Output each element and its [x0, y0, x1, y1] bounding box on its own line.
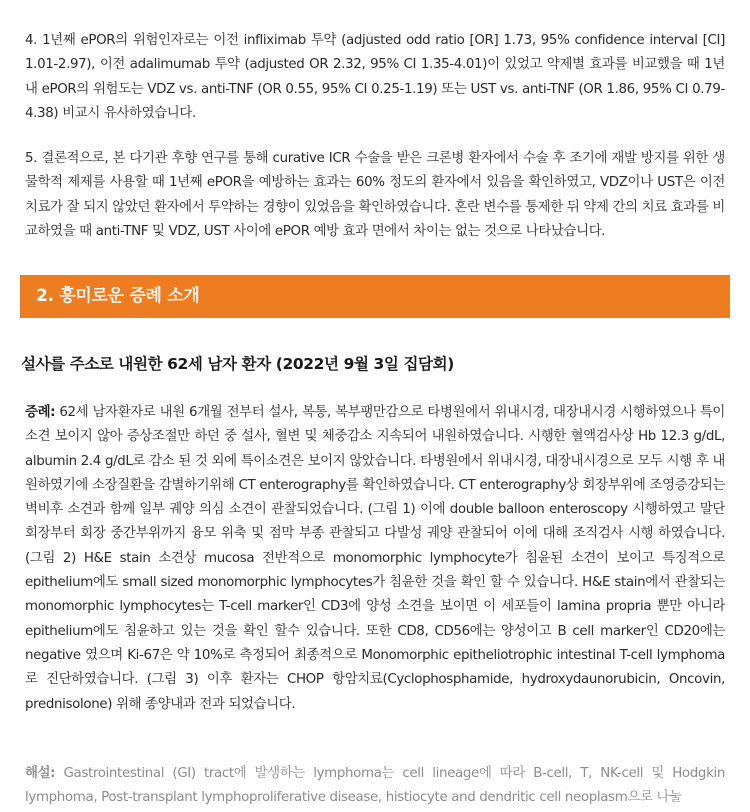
- summary-item-4: 4. 1년째 ePOR의 위험인자로는 이전 infliximab 투약 (adjusted odd ratio [OR] 1.73, 95% confidence interval [CI] 1.01-2.97), 이전 adalimumab 투약 (adjusted OR 2.32, 95% CI 1.35-4.01)이 있었고 약제별 효과를 비교했을 때 1년내 ePOR의 위험도는 VDZ vs. anti-TNF (OR 0.55, 95% CI 0.25-1.19) 또는 UST vs. anti-TNF (OR 1.86, 95% CI 0.79-4.38) 비교시 유사하였습니다.: [25, 33, 725, 121]
- case-body: 62세 남자환자로 내원 6개월 전부터 설사, 복통, 복부팽만감으로 타병원에서 위내시경, 대장내시경 시행하였으나 특이소견 보이지 않아 증상조절만 하던 중 설사, 혈변 및 체중감소 지속되어 내원하였습니다. 시행한 혈액검사상 Hb 12.3 g/dL, albumin 2.4 g/dL로 감소 된 것 외에 특이소견은 보이지 않았습니다. 타병원에서 위내시경, 대장내시경으로 모두 시행 후 내원하였기에 소장질환을 감별하기위해 CT enterography를 확인하였습니다. CT enterography상 회장부위에 조영증강되는 벽비후 소견과 함께 일부 궤양 의심 소견이 관찰되었습니다. (그림 1) 이에 double balloon enteroscopy 시행하였고 말단 회장부터 회장 중간부위까지 융모 위축 및 점막 부종 관찰되고 다발성 궤양 관찰되어 이에 대해 조직검사 시행 하였습니다. (그림 2) H&E stain 소견상 mucosa 전반적으로 monomorphic lymphocyte가 침윤된 소견이 보이고 특징적으로 epithelium에도 small sized monomorphic lymphocytes가 침윤한 것을 확인 할 수 있습니다. H&E stain에서 관찰되는 monomorphic lymphocytes는 T-cell marker인 CD3에 양성 소견을 보이면 이 세포들이 lamina propria 뿐만 아니라 epithelium에도 침윤하고 있는 것을 확인 할수 있습니다. 또한 CD8, CD56에는 양성이고 B cell marker인 CD20에는 negative 였으며 Ki-67은 약 10%로 측정되어 최종적으로 Monomorphic epitheliotrophic intestinal T-cell lymphoma로 진단하였습니다. (그림 3) 이후 환자는 CHOP 항암치료(Cyclophosphamide, hydroxydaunorubicin, Oncovin, prednisolone) 위해 종양내과 전과 되었습니다.: [25, 405, 725, 712]
- case-title: 설사를 주소로 내원한 62세 남자 환자 (2022년 9월 3일 집담회): [21, 355, 454, 373]
- discussion: [25, 762, 725, 811]
- section-heading-bar: [20, 275, 730, 318]
- case-description: [25, 401, 725, 717]
- discussion-body: Gastrointestinal (GI) tract에 발생하는 lymphoma는 cell lineage에 따라 B-cell, T, NK-cell 및 Hodgkin lymphoma, Post-transplant lymphoproliferative disease, histiocyte and dendritic cell neoplasm으로 나눌: [25, 766, 725, 806]
- discussion-label: 해설:: [25, 766, 56, 781]
- summary-item-5: 5. 결론적으로, 본 다기관 후향 연구를 통해 curative ICR 수술을 받은 크론병 환자에서 수술 후 조기에 재발 방지를 위한 생물학적 제제를 사용할 때 1년째 ePOR을 예방하는 효과는 60% 정도의 환자에서 있음을 확인하였고, VDZ이나 UST은 이전 치료가 잘 되지 않았던 환자에서 투약하는 경향이 있었음을 확인하였습니다. 혼란 변수를 통제한 뒤 약제 간의 치료 효과를 비교하였을 때 anti-TNF 및 VDZ, UST 사이에 ePOR 예방 효과 면에서 차이는 없는 것으로 나타났습니다.: [25, 151, 726, 239]
- case-label: 증례:: [25, 405, 56, 420]
- section-heading: 2. 흥미로운 증례 소개: [36, 286, 200, 306]
